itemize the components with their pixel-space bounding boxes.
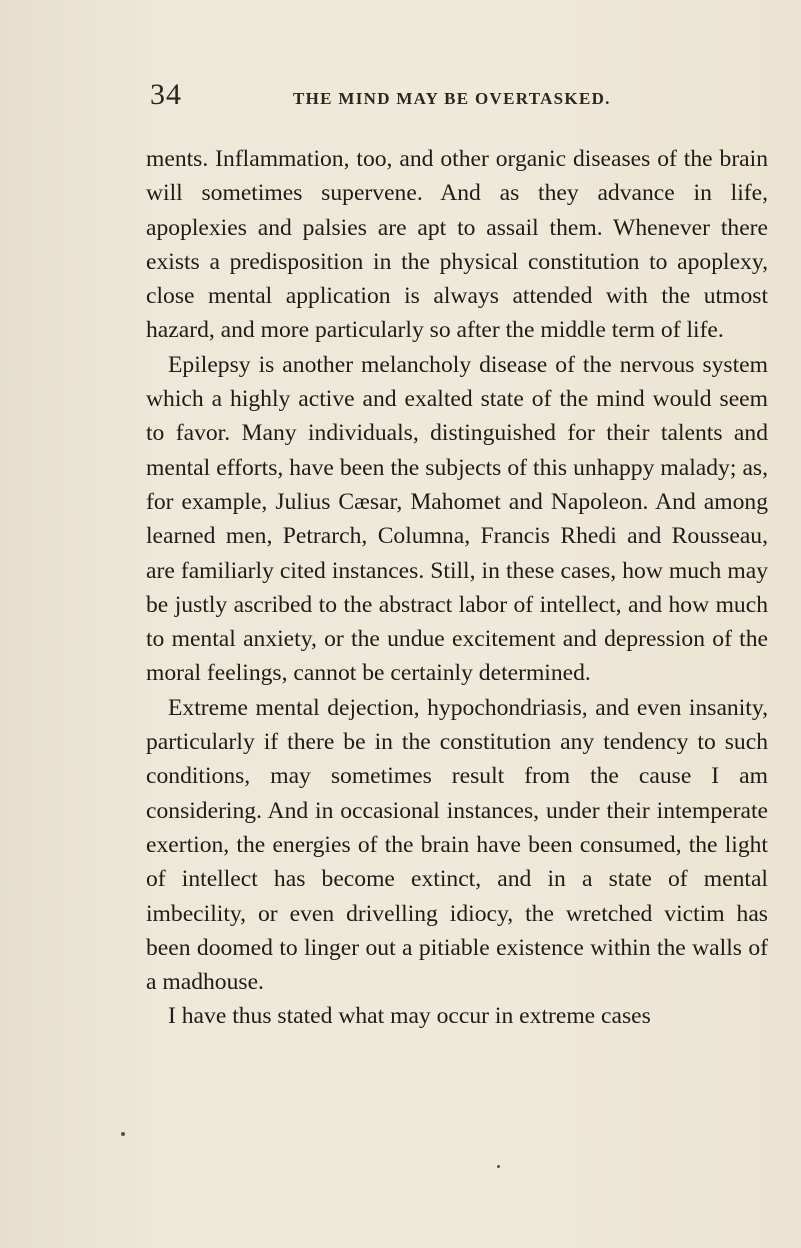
ink-speck [121,1132,125,1136]
running-head: THE MIND MAY BE OVERTASKED. [293,89,611,108]
ink-speck [497,1165,500,1168]
page-header [150,78,750,118]
body-text [146,142,768,1034]
paragraph-3: Extreme mental dejection, hypochondriasis, and even insanity, particularly if there be in the constitution any tendency to such conditions, may sometimes result from the cause I am considering. And in occasional instances, under their intemperate exertion, the energies of the brain have been consumed, the light of intellect has become extinct, and in a state of mental imbecility, or even drivelling idiocy, the wretched victim has been doomed to linger out a pitiable existence within the walls of a madhouse. [146,694,768,996]
paragraph-2: Epilepsy is another melancholy disease of the nervous system which a highly active and exalted state of the mind would seem to favor. Many individuals, distinguished for their talents and mental efforts, have been the subjects of this unhappy malady; as, for example, Julius Cæsar, Mahomet and Napoleon. And among learned men, Petrarch, Columna, Francis Rhedi and Rousseau, are familiarly cited instances. Still, in these cases, how much may be justly ascribed to the abstract labor of intellect, and how much to mental anxiety, or the undue excitement and depression of the moral feelings, cannot be certainly determined. [146,351,768,687]
page-number: 34 [150,78,182,111]
paragraph-4: I have thus stated what may occur in extreme cases [168,1003,651,1030]
paragraph-1: ments. Inflammation, too, and other organic diseases of the brain will sometimes supervene. And as they advance in life, apoplexies and palsies are apt to assail them. Whenever there exists a predisposition in the physical constitution to apoplexy, close mental application is always attended with the utmost hazard, and more particularly so after the middle term of life. [146,146,768,344]
